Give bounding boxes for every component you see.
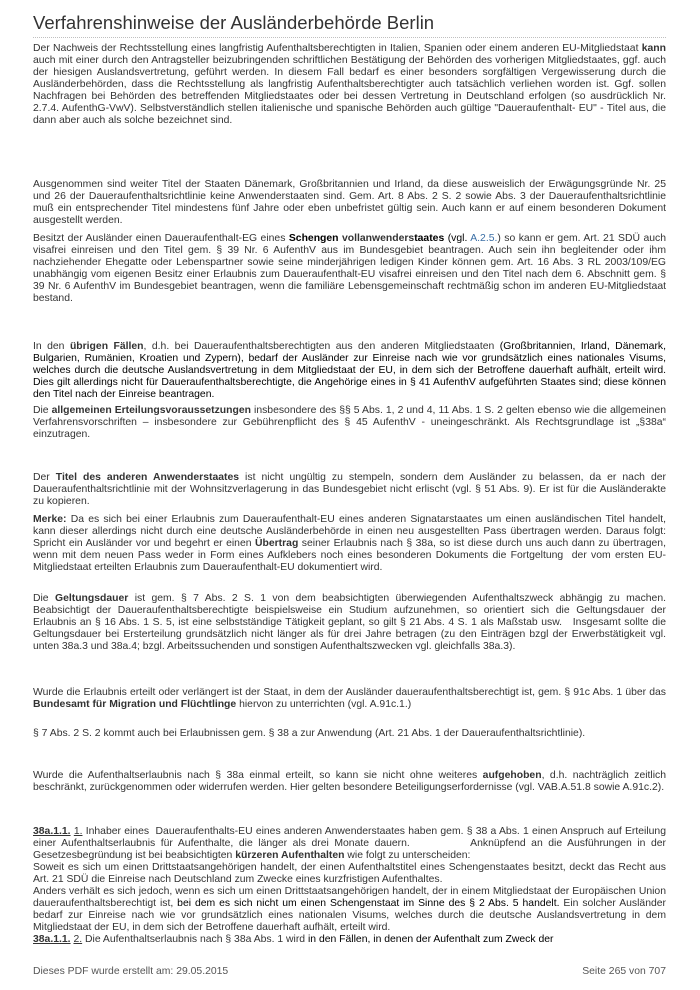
- section-number: 38a.1.1.: [33, 934, 71, 945]
- section-number: 38a.1.1.: [33, 826, 71, 837]
- paragraph-anders: Anders verhält es sich jedoch, wenn es sich um einen Drittstaatsangehörigen handelt, der in einem Mitgliedstaat der Europäischen Union daueraufenthaltsberechtigt ist, bei dem es sich nicht um einen Schengenstaat im Sinne des § 2 Abs. 5 handelt. Ein solcher Ausländer bedarf zur Einreise nach wie vor grundsätzlich eines nationalen Visums, welches durch die deutsche Auslandsvertretung in dem Mitgliedstaat der EU, in dem sich der Betroffene dauerhaft aufhält, erteilt wird.: [33, 886, 666, 933]
- paragraph-38a-1-1-1: 38a.1.1. 1. Inhaber eines Daueraufenthalts-EU eines anderen Anwenderstaates haben gem. § 38 a Abs. 1 einen Anspruch auf Erteilung einer Aufenthaltserlaubnis für Aufenthalte, die länger als drei Monate dauern. Anknüpfend an die Ausführungen in der Gesetzesbegründung ist bei beabsichtigten kürzeren Aufenthalten wie folgt zu unterscheiden:: [33, 826, 669, 861]
- paragraph-nachweis: Der Nachweis der Rechtsstellung eines langfristig Aufenthaltsberechtigten in Italien, Spanien oder einem anderen EU-Mitgliedstaat kann auch mit einer durch den Antragsteller beizubringenden schriftlichen Bestätigung der Behörden des vorherigen Mitgliedstaates, ggf. auch der hiesigen Auslandsvertretung, geführt werden. In diesem Fall bedarf es einer besonders sorgfältigen Vergewisserung durch die Ausländerbehörden, dass die Rechtsstellung als langfristig Aufenthaltsberechtigter auch tatsächlich verliehen worden ist. Ggf. sollen Nachfragen bei Behörden des betreffenden Mitgliedstaates oder bei dessen Vertretung in Deutschland erfolgen (so ausdrücklich Nr. 2.7.4. AufenthG-VwV). Selbstverständlich stellen italienische und spanische Behörden auch gültige "Daueraufenthalt- EU" - Titel aus, die dann aber auch als solche bezeichnet sind.: [33, 43, 666, 126]
- paragraph-ausgenommen: Ausgenommen sind weiter Titel der Staaten Dänemark, Großbritannien und Irland, da diese ausweislich der Erwägungsgründe Nr. 25 und 26 der Daueraufenthaltsrichtlinie keine Anwenderstaaten sind. Gem. Art. 8 Abs. 2 S. 2 sowie Abs. 3 der Daueraufenthaltsrichtlinie muß ein entsprechender Titel mindestens fünf Jahre oder eben unbefristet gültig sein. Auch kann er auf einem besonderen Dokument ausgestellt werden.: [33, 179, 666, 226]
- link-a-2-5[interactable]: A.2.5.: [470, 233, 498, 244]
- paragraph-schengen: Besitzt der Ausländer einen Daueraufenthalt-EG eines Schengen vollanwenderstaates (vgl. A.2.5.) so kann er gem. Art. 21 SDÜ auch visafrei einreisen und den Titel gem. § 39 Nr. 6 AufenthV aus im Bundesgebiet beantragen. Auch sein ihn begleitender oder ihm nachziehender Ehegatte oder Lebenspartner sowie seine minderjährigen ledigen Kinder können gem. Art. 16 Abs. 3 RL 2003/109/EG unabhängig vom eigenen Besitz einer Erlaubnis zum Daueraufenthalt-EU visafrei einreisen und den Titel nach dem 6. Abschnitt gem. § 39 Nr. 6 AufenthV im Bundesgebiet beantragen, wenn die familiäre Lebensgemeinschaft rechtmäßig schon im anderen EU-Mitgliedstaat bestand.: [33, 233, 666, 304]
- paragraph-merke: Merke: Da es sich bei einer Erlaubnis zum Daueraufenthalt-EU eines anderen Signatarstaates um einen ausländischen Titel handelt, kann dieser allerdings nicht durch eine deutsche Ausländerbehörde in einen neu ausgestellten Pass übertragen werden. Daraus folgt: Spricht ein Ausländer vor und begehrt er einen Übertrag seiner Erlaubnis nach § 38a, so ist diese durch uns auch dann zu übertragen, wenn mit dem neuen Pass weder in Form eines Aufklebers noch eines besonderen Dokuments die Fortgeltung der vom ersten EU-Mitgliedstaat erteilten Erlaubnis zum Daueraufenthalt-EU dokumentiert wird.: [33, 514, 669, 573]
- title-divider: [33, 37, 666, 38]
- page-title: Verfahrenshinweise der Ausländerbehörde Berlin: [33, 12, 435, 33]
- paragraph-uebrige-faelle: In den übrigen Fällen, d.h. bei Daueraufenthaltsberechtigten aus den anderen Mitgliedstaaten (Großbritannien, Irland, Dänemark, Bulgarien, Rumänien, Kroatien und Zypern), bedarf der Ausländer zur Einreise nach wie vor grundsätzlich eines nationales Visums, welches durch die deutsche Auslandsvertretung in dem Mitgliedstaat der EU, in dem sich der Betroffene dauerhaft aufhält, erteilt wird. Dies gilt allerdings nicht für Daueraufenthaltsberechtigte, die Angehörige eines in § 41 AufenthV aufgeführten Staates sind; diese können den Titel nach der Einreise beantragen.: [33, 341, 667, 400]
- footer-page-number: Seite 265 von 707: [582, 966, 666, 977]
- paragraph-unterrichtung: Wurde die Erlaubnis erteilt oder verlängert ist der Staat, in dem der Ausländer daueraufenthaltsberechtigt ist, gem. § 91c Abs. 1 über das Bundesamt für Migration und Flüchtlinge hiervon zu unterrichten (vgl. A.91c.1.): [33, 687, 666, 710]
- paragraph-paragraph-7: § 7 Abs. 2 S. 2 kommt auch bei Erlaubnissen gem. § 38 a zur Anwendung (Art. 21 Abs. 1 der Daueraufenthaltsrichtlinie).: [33, 728, 586, 739]
- paragraph-38a-1-1-2: 38a.1.1. 2. Die Aufenthaltserlaubnis nach § 38a Abs. 1 wird in den Fällen, in denen der Aufenthalt zum Zweck der: [33, 934, 554, 945]
- paragraph-drittstaat-schengen: Soweit es sich um einen Drittstaatsangehörigen handelt, der einen Aufenthaltstitel eines Schengenstaates besitzt, deckt das Recht aus Art. 21 SDÜ die Einreise nach Deutschland zum Zwecke eines kurzfristigen Aufenthaltes.: [33, 862, 666, 885]
- footer-created-date: Dieses PDF wurde erstellt am: 29.05.2015: [33, 966, 229, 977]
- paragraph-geltungsdauer: Die Geltungsdauer ist gem. § 7 Abs. 2 S. 1 von dem beabsichtigten überwiegenden Aufenthaltszweck abhängig zu machen. Beabsichtigt der Daueraufenthaltsberechtigte beispielsweise ein Studium aufzunehmen, so orientiert sich die Geltungsdauer der Erlaubnis an § 16 Abs. 1 S. 5, ist eine selbstständige Tätigkeit geplant, so gilt § 21 Abs. 4 S. 1 als Maßstab usw. Insgesamt sollte die Geltungsdauer bei Ersterteilung grundsätzlich nicht länger als für drei Jahre betragen (zu den Einträgen bzgl der Erwerbstätigkeit vgl. unten 38a.3 und 38a.4; bzgl. Arbeitssuchenden und sonstigen Aufenthaltszwecken vgl. gleichfalls 38a.3).: [33, 593, 669, 652]
- paragraph-erteilungsvoraussetzungen: Die allgemeinen Erteilungsvoraussetzungen insbesondere des §§ 5 Abs. 1, 2 und 4, 11 Abs. 1 S. 2 gelten ebenso wie die allgemeinen Verfahrensvorschriften – insbesondere zur Gebührenpflicht des § 45 AufenthV - uneingeschränkt. Als Rechtsgrundlage ist „§38a“ einzutragen.: [33, 405, 667, 440]
- paragraph-aufhebung: Wurde die Aufenthaltserlaubnis nach § 38a einmal erteilt, so kann sie nicht ohne weiteres aufgehoben, d.h. nachträglich zeitlich beschränkt, zurückgenommen oder widerrufen werden. Hier gelten besondere Beteiligungserfordernisse (vgl. VAB.A.51.8 sowie A.91c.2).: [33, 770, 667, 793]
- paragraph-titel-anwenderstaat: Der Titel des anderen Anwenderstaates ist nicht ungültig zu stempeln, sondern dem Ausländer zu belassen, da er nach der Daueraufenthaltsrichtlinie mit der Wohnsitzverlagerung in das Bundesgebiet nicht erlischt (vgl. § 51 Abs. 9). Er ist für die Ausländerakte zu kopieren.: [33, 472, 666, 507]
